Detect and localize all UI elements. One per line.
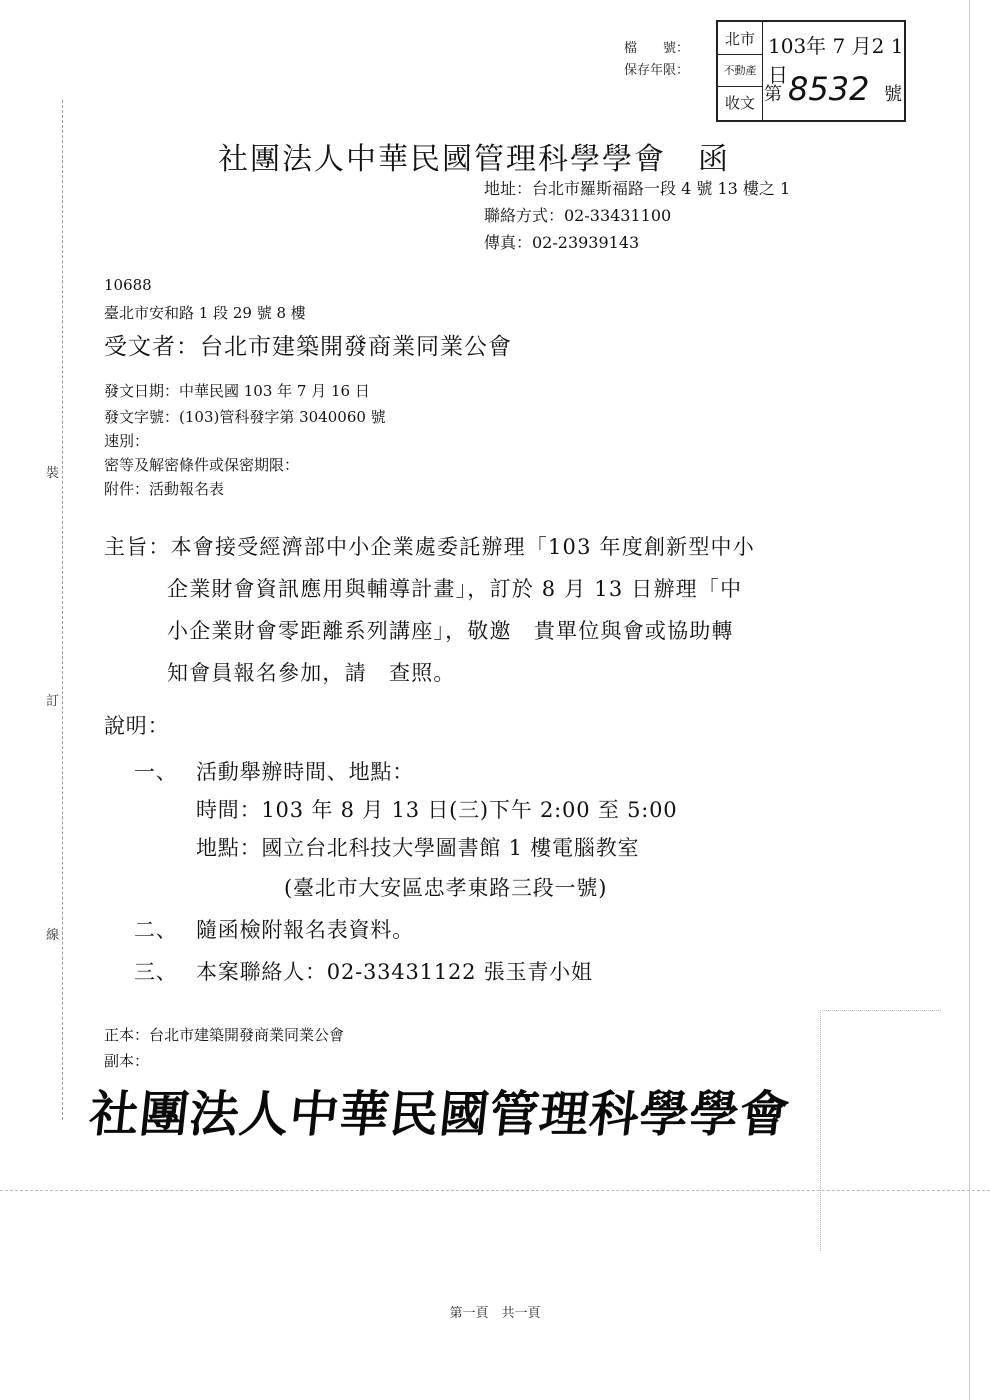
binding-mark-xian: 線 bbox=[46, 928, 60, 943]
file-number-label: 檔 號： bbox=[624, 41, 690, 56]
stamp-cell-realestate: 不動產 bbox=[723, 64, 757, 77]
issue-date: 發文日期：中華民國 103 年 7 月 16 日 bbox=[104, 382, 370, 400]
stamp-cell-received: 收文 bbox=[724, 94, 755, 112]
item-2-label: 二、 bbox=[134, 918, 178, 942]
item-2-text: 隨函檢附報名表資料。 bbox=[196, 918, 414, 942]
subject-line: 企業財會資訊應用與輔導計畫」，訂於 8 月 13 日辦理「中 bbox=[167, 577, 743, 601]
stamp-number-prefix: 第 bbox=[764, 84, 782, 105]
scan-dashed-line bbox=[0, 1190, 990, 1191]
sender-address: 地址：台北市羅斯福路一段 4 號 13 樓之 1 bbox=[484, 179, 791, 198]
binding-line bbox=[62, 100, 63, 1120]
item-1-text: 活動舉辦時間、地點： bbox=[196, 760, 414, 784]
event-place: 地點：國立台北科技大學圖書館 1 樓電腦教室 bbox=[196, 836, 640, 860]
receipt-stamp bbox=[716, 20, 906, 122]
explanation-heading: 說明： bbox=[104, 714, 170, 738]
stamp-divider bbox=[762, 22, 763, 120]
stamp-row-divider bbox=[718, 86, 762, 87]
retention-label: 保存年限： bbox=[624, 63, 690, 78]
item-1-label: 一、 bbox=[134, 760, 178, 784]
subject-line: 知會員報名參加，請 查照。 bbox=[167, 661, 456, 685]
binding-mark-ding: 訂 bbox=[46, 694, 60, 709]
attachment-field: 附件：活動報名表 bbox=[104, 480, 225, 498]
page-footer: 第一頁 共一頁 bbox=[449, 1306, 541, 1321]
sender-fax: 傳真：02-23939143 bbox=[484, 233, 640, 252]
subject-paragraph bbox=[104, 526, 874, 694]
stamp-row-divider bbox=[718, 54, 762, 55]
event-place-address: (臺北市大安區忠孝東路三段一號) bbox=[284, 876, 608, 900]
document-number: 發文字號：(103)管科發字第 3040060 號 bbox=[104, 408, 386, 426]
organization-seal: 社團法人中華民國管理科學學會 bbox=[86, 1085, 793, 1143]
speed-field: 速別： bbox=[104, 432, 150, 450]
item-3-label: 三、 bbox=[134, 960, 178, 984]
recipient-name: 受文者：台北市建築開發商業同業公會 bbox=[104, 334, 512, 360]
subject-line: 小企業財會零距離系列講座」，敬邀 貴單位與會或協助轉 bbox=[167, 619, 734, 643]
scan-artifact-box bbox=[820, 1010, 941, 1251]
item-3-text: 本案聯絡人：02-33431122 張玉青小姐 bbox=[196, 960, 593, 984]
document-title: 社團法人中華民國管理科學學會 函 bbox=[218, 142, 730, 177]
event-time: 時間：103 年 8 月 13 日(三)下午 2:00 至 5:00 bbox=[196, 798, 678, 822]
stamp-date: 103年 7 月2 1日 bbox=[768, 34, 904, 87]
original-recipient: 正本：台北市建築開發商業同業公會 bbox=[104, 1026, 345, 1044]
copy-recipient: 副本： bbox=[104, 1052, 150, 1070]
binding-mark-zhuang: 裝 bbox=[46, 466, 60, 481]
stamp-number-suffix: 號 bbox=[884, 84, 902, 105]
recipient-address: 臺北市安和路 1 段 29 號 8 樓 bbox=[104, 304, 306, 322]
stamp-number: 8532 bbox=[788, 70, 870, 108]
subject-line: 主旨：本會接受經濟部中小企業處委託辦理「103 年度創新型中小 bbox=[104, 535, 755, 559]
secrecy-field: 密等及解密條件或保密期限： bbox=[104, 456, 300, 474]
sender-contact: 聯絡方式：02-33431100 bbox=[484, 206, 672, 225]
postal-code: 10688 bbox=[104, 276, 152, 294]
stamp-cell-city: 北市 bbox=[724, 30, 755, 48]
file-labels bbox=[624, 38, 689, 82]
